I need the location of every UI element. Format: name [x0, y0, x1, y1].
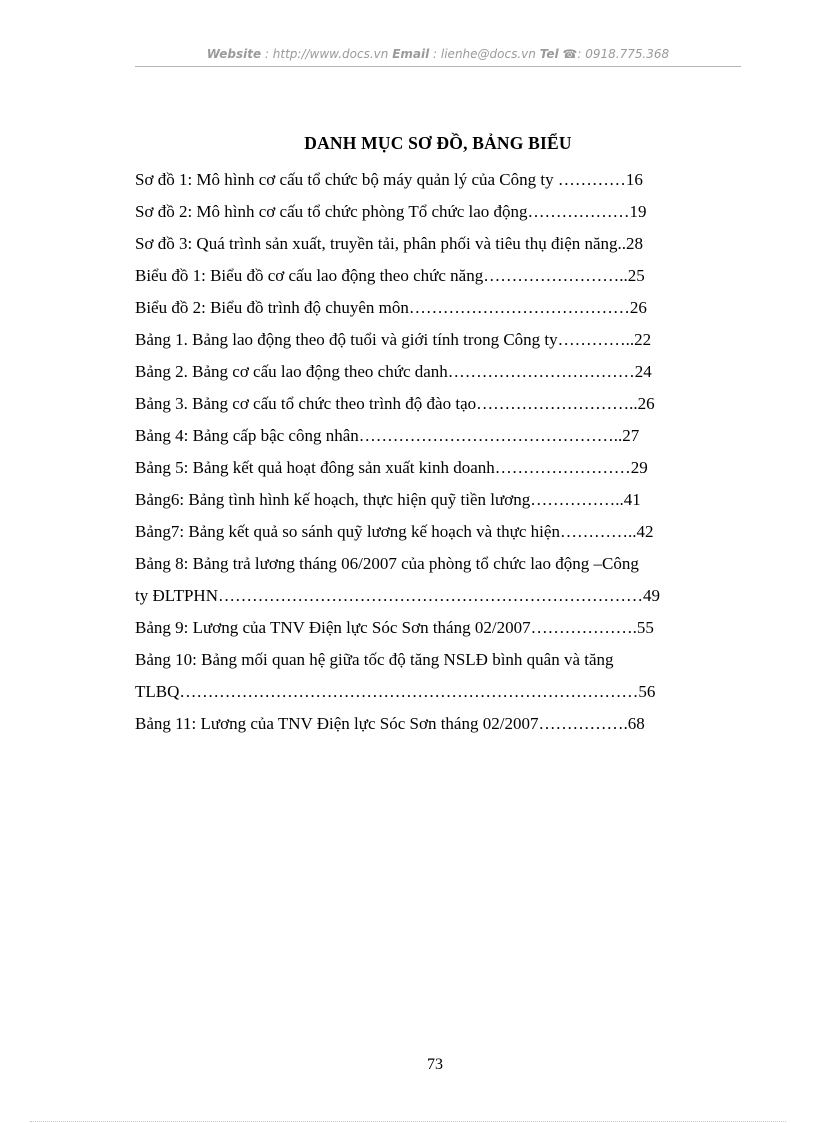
- tel-value: : 0918.775.368: [577, 47, 670, 61]
- toc-entry: Sơ đồ 1: Mô hình cơ cấu tổ chức bộ máy quản lý của Công ty …………16: [135, 170, 643, 189]
- toc-entry: Bảng 4: Bảng cấp bậc công nhân………………………………………..27: [135, 426, 640, 445]
- header-divider: [135, 66, 741, 67]
- footer-divider: [30, 1121, 786, 1122]
- toc-entry: Bảng 5: Bảng kết quả hoạt đông sản xuất kinh doanh……………………29: [135, 458, 648, 477]
- toc-entry: Biểu đồ 1: Biểu đồ cơ cấu lao động theo chức năng……………………..25: [135, 266, 645, 285]
- toc-entry: Sơ đồ 3: Quá trình sản xuất, truyền tải, phân phối và tiêu thụ điện năng..28: [135, 234, 644, 253]
- toc-entry-continued: TLBQ………………………………………………………………………56: [135, 682, 656, 701]
- toc-entry: Bảng 2. Bảng cơ cấu lao động theo chức danh……………………………24: [135, 362, 652, 381]
- toc-entry: Bảng6: Bảng tình hình kế hoạch, thực hiện quỹ tiền lương……………..41: [135, 490, 641, 509]
- toc-entry: Bảng 9: Lương của TNV Điện lực Sóc Sơn tháng 02/2007……………….55: [135, 618, 654, 637]
- toc-entry: Bảng 3. Bảng cơ cấu tổ chức theo trình độ đào tạo………………………..26: [135, 394, 655, 413]
- website-label: Website: [206, 47, 262, 61]
- page-title: DANH MỤC SƠ ĐỒ, BẢNG BIỂU: [304, 133, 572, 153]
- toc-entry: Bảng 11: Lương của TNV Điện lực Sóc Sơn tháng 02/2007…………….68: [135, 714, 645, 733]
- phone-icon: ☎: [562, 47, 578, 61]
- email-label: Email: [392, 47, 430, 61]
- toc-entry-continued: ty ĐLTPHN…………………………………………………………………49: [135, 586, 660, 605]
- website-value: : http://www.docs.vn: [261, 47, 393, 61]
- tel-label: Tel: [539, 47, 559, 61]
- toc-entry: Bảng 8: Bảng trả lương tháng 06/2007 của phòng tổ chức lao động –Công: [135, 554, 639, 573]
- toc-entry: Biểu đồ 2: Biểu đồ trình độ chuyên môn…………………………………26: [135, 298, 647, 317]
- toc-entry: Bảng 10: Bảng mối quan hệ giữa tốc độ tăng NSLĐ bình quân và tăng: [135, 650, 614, 669]
- toc-entry: Bảng7: Bảng kết quả so sánh quỹ lương kế hoạch và thực hiện…………..42: [135, 522, 654, 541]
- page-number: 73: [427, 1056, 443, 1073]
- toc-entry: Sơ đồ 2: Mô hình cơ cấu tổ chức phòng Tổ chức lao động………………19: [135, 202, 647, 221]
- toc-entry: Bảng 1. Bảng lao động theo độ tuổi và giới tính trong Công ty…………..22: [135, 330, 652, 349]
- table-of-contents: [135, 164, 725, 740]
- email-value: : lienhe@docs.vn: [429, 47, 540, 61]
- page-header: [135, 47, 741, 61]
